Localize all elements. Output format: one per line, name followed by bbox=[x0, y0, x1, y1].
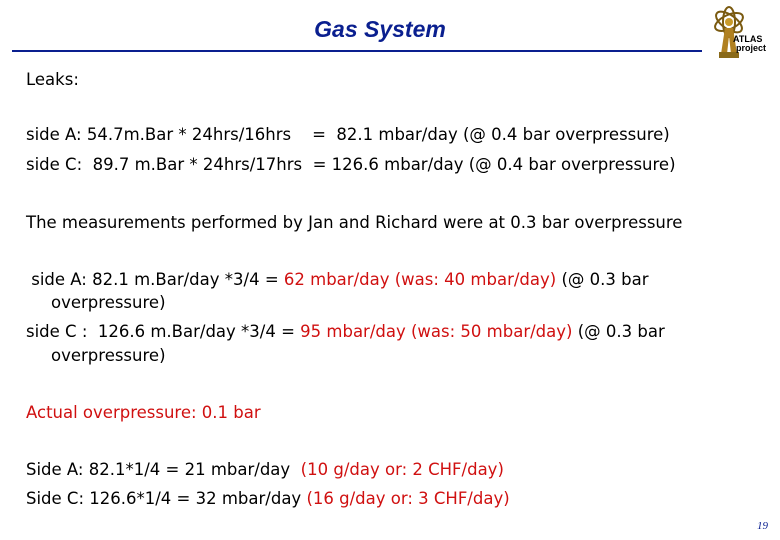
measurement-note: The measurements performed by Jan and Richard were at 0.3 bar overpressure bbox=[26, 213, 683, 232]
slide-title: Gas System bbox=[314, 16, 446, 42]
scaled-side-a-highlight: 62 mbar/day (was: 40 mbar/day) bbox=[283, 270, 557, 289]
atlas-logo bbox=[705, 2, 775, 66]
leak-side-c: side C: 89.7 m.Bar * 24hrs/17hrs = 126.6 mbar/day (@ 0.4 bar overpressure) bbox=[26, 155, 676, 174]
result-side-a bbox=[26, 460, 504, 480]
result-side-c-text: Side C: 126.6*1/4 = 32 mbar/day bbox=[26, 489, 307, 508]
scaled-side-a-prefix: side A: 82.1 m.Bar/day *3/4 = bbox=[26, 270, 284, 289]
logo-line-1: ATLAS bbox=[733, 34, 763, 44]
logo-line-2: project bbox=[736, 43, 767, 53]
leaks-label: Leaks: bbox=[26, 70, 79, 89]
scaled-side-a bbox=[26, 270, 648, 290]
result-side-c-highlight: (16 g/day or: 3 CHF/day) bbox=[306, 489, 510, 508]
scaled-side-a-suffix: (@ 0.3 bar bbox=[556, 270, 649, 289]
scaled-side-c-prefix: side C : 126.6 m.Bar/day *3/4 = bbox=[26, 322, 301, 341]
page-number: 19 bbox=[757, 520, 768, 532]
title-underline bbox=[12, 50, 702, 52]
scaled-side-c-highlight: 95 mbar/day (was: 50 mbar/day) bbox=[300, 322, 573, 341]
scaled-side-c-suffix: (@ 0.3 bar bbox=[572, 322, 665, 341]
result-side-a-highlight: (10 g/day or: 2 CHF/day) bbox=[300, 460, 504, 479]
result-side-c bbox=[26, 489, 510, 509]
result-side-a-text: Side A: 82.1*1/4 = 21 mbar/day bbox=[26, 460, 301, 479]
scaled-side-c bbox=[26, 322, 665, 342]
scaled-side-c-cont: overpressure) bbox=[51, 346, 166, 365]
actual-overpressure: Actual overpressure: 0.1 bar bbox=[26, 403, 261, 422]
scaled-side-a-cont: overpressure) bbox=[51, 293, 166, 312]
leak-side-a: side A: 54.7m.Bar * 24hrs/16hrs = 82.1 mbar/day (@ 0.4 bar overpressure) bbox=[26, 125, 670, 144]
